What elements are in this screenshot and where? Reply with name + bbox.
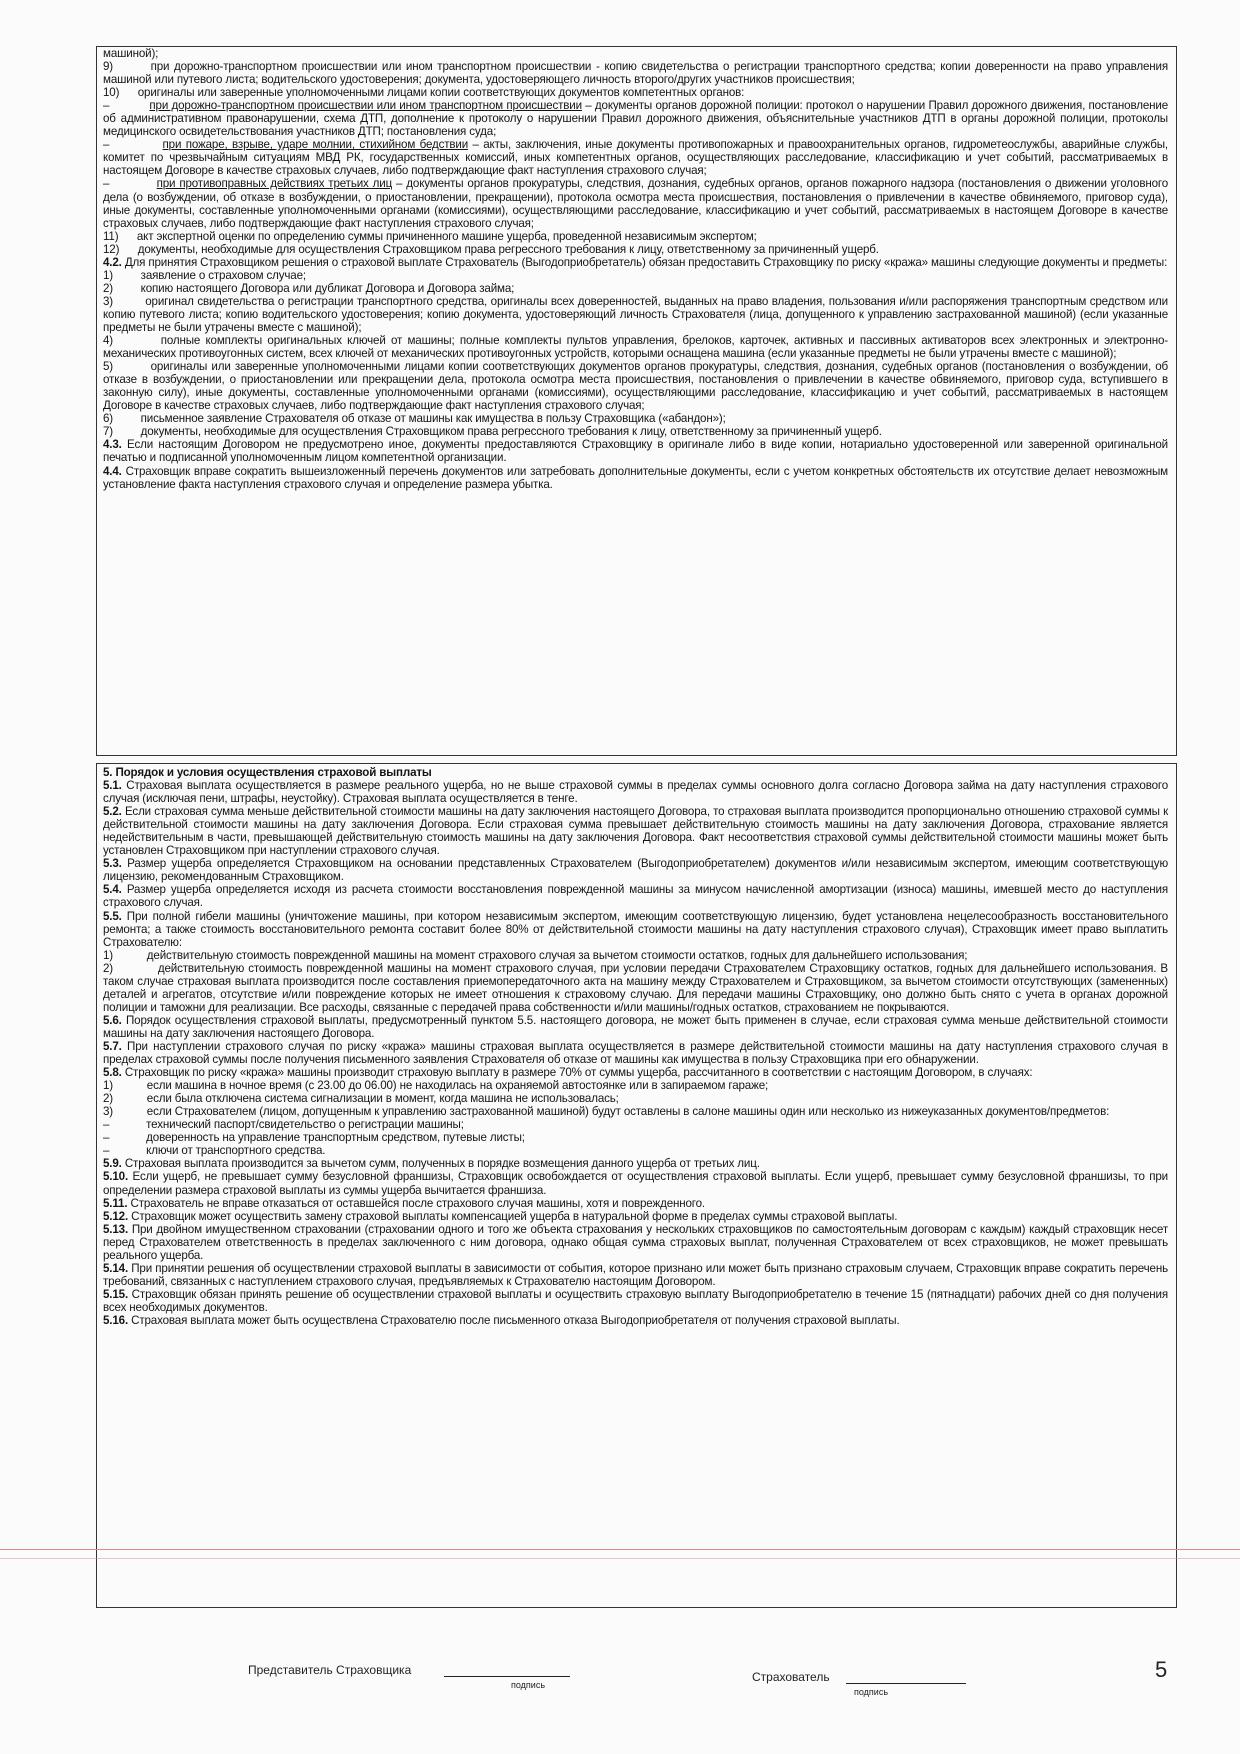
paragraph-text: – технический паспорт/свидетельство о регистрации машины; xyxy=(103,1118,464,1132)
paragraph-text: При принятии решения об осуществлении страховой выплаты в зависимости от события, которое признано или может быть признано страховым случаем, Страховщик вправе сократить перечень требований, связанных с наступлением страхового случая, предъявляемых к Страхователю настоящим Договором. xyxy=(103,1261,1168,1288)
paragraph xyxy=(103,1288,1168,1314)
clause-number: 5.11. xyxy=(103,1196,128,1210)
scan-line xyxy=(0,1558,1240,1559)
paragraph-text: 9) при дорожно-транспортном происшествии или ином транспортном происшествии - копию свидетельства о регистрации транспортного средства; копии доверенности на право управления машиной или путевого листа; водительского удостоверения; документа, удостоверяющего личность второго/других участников происшествия; xyxy=(103,60,1168,87)
paragraph-text: Страховая выплата производится за вычетом сумм, полученных в порядке возмещения данного ущерба от третьих лиц. xyxy=(121,1157,760,1171)
paragraph-text: Страховая выплата осуществляется в размере реального ущерба, но не выше страховой суммы в пределах суммы основного долга согласно Договора займа на дату наступления страхового случая (исключая пени, штрафы, неустойку). Страховая выплата осуществляется в тенге. xyxy=(103,779,1168,806)
clause-number: 5.1. xyxy=(103,779,122,793)
paragraph xyxy=(103,949,1168,962)
paragraph-text: Для принятия Страховщиком решения о страховой выплате Страхователь (Выгодоприобретатель) обязан предоставить Страховщику по риску «кража» машины следующие документы и предметы: xyxy=(121,255,1168,269)
paragraph xyxy=(103,857,1168,883)
paragraph-text: 2) если была отключена система сигнализации в момент, когда машина не использовалась; xyxy=(103,1092,619,1106)
insured-signature-caption: подпись xyxy=(854,1687,889,1697)
clause-number: 4.2. xyxy=(103,255,122,269)
clause-number: 4.3. xyxy=(103,438,122,452)
paragraph-text: Страховая выплата может быть осуществлена Страхователю после письменного отказа Выгодоприобретателя от получения страховой выплаты. xyxy=(128,1313,900,1327)
list-dash: – xyxy=(103,177,157,191)
paragraph xyxy=(103,438,1168,464)
list-dash: – xyxy=(103,138,163,152)
paragraph-text: Страховщик обязан принять решение об осуществлении страховой выплаты и осуществить страховую выплату Выгодоприобретателю в течение 15 (пятнадцати) рабочих дней со дня получения всех необходимых документов. xyxy=(103,1287,1168,1314)
paragraph-text: Если ущерб, не превышает сумму безусловной франшизы, Страховщик освобождается от осуществления страховой выплаты. Если ущерб, превышает сумму безусловной франшизы, то при определении размера страховой выплаты из суммы ущерба вычитается франшиза. xyxy=(103,1170,1168,1197)
clause-number: 5.15. xyxy=(103,1287,129,1301)
paragraph xyxy=(103,230,1168,243)
paragraph xyxy=(103,1262,1168,1288)
paragraph xyxy=(103,1157,1168,1170)
paragraph-text: При наступлении страхового случая по риску «кража» машины страховая выплата осуществляется в размере действительной стоимости машины на дату наступления страхового случая в пределах страховой суммы после получения письменного заявления Страхователя об отказе от машины как имущества в пользу Страховщика при его обнаружении. xyxy=(103,1039,1168,1067)
paragraph xyxy=(103,282,1168,295)
clause-number: 5.5. xyxy=(103,909,122,923)
underlined-heading: при пожаре, взрыве, ударе молнии, стихийном бедствии xyxy=(162,138,469,152)
paragraph xyxy=(103,779,1168,805)
insurer-rep-label: Представитель Страховщика xyxy=(248,1663,412,1677)
paragraph-text: Если страховая сумма меньше действительной стоимости машины на дату заключения настоящего Договора, то страховая выплата производится пропорционально отношению страховой суммы к действительной стоимости машины на дату заключения Договора. Если страховая сумма превышает действительную стоимость машины на дату заключения Договора, страхование является недействительным в части, превышающей действительную стоимость машины на дату заключения Договора. Факт несоответствия страховой суммы действительной стоимости машины может быть установлен Страховщиком при наступлении страхового случая. xyxy=(103,805,1168,858)
clause-number: 5.2. xyxy=(103,805,122,819)
paragraph-text: 2) действительную стоимость поврежденной машины на момент страхового случая, при условии передачи Страхователем Страховщику остатков, годных для дальнейшего использования. В таком случае страховая выплата производится после составления приемопередаточного акта на машину между Страхователем и Страховщиком, за вычетом стоимости отсутствующих (замененных) деталей и агрегатов, отсутствие и/или повреждение которых не имеет отношения к страховому случаю. Для передачи машины Страховщику, оно должно быть снято с учета в органах дорожной полиции и таможни для реализации. Все расходы, связанные с передачей права собственности и/или машины/годных остатков, страхованием не покрываются. xyxy=(103,961,1168,1014)
paragraph-text: 1) если машина в ночное время (с 23.00 до 06.00) не находилась на охраняемой автостоянке или в запираемом гараже; xyxy=(103,1079,769,1093)
paragraph xyxy=(103,1079,1168,1092)
paragraph-text: Страховщик по риску «кража» машины производит страховую выплату в размере 70% от суммы ущерба, рассчитанного в соответствии с настоящим Договором, в случаях: xyxy=(121,1066,1033,1080)
paragraph-text: – ключи от транспортного средства. xyxy=(103,1144,326,1158)
clause-number: 5.12. xyxy=(103,1209,129,1223)
clause-number: 5.6. xyxy=(103,1013,122,1027)
paragraph xyxy=(103,425,1168,438)
paragraph-text: 1) действительную стоимость поврежденной машины на момент страхового случая за вычетом стоимости остатков, годных для дальнейшего использования; xyxy=(103,948,968,962)
paragraph xyxy=(103,256,1168,269)
paragraph-text: 2) копию настоящего Договора или дубликат Договора и Договора займа; xyxy=(103,281,515,295)
paragraph xyxy=(103,1118,1168,1131)
paragraph xyxy=(103,805,1168,857)
insured-signature-line xyxy=(846,1665,966,1684)
paragraph xyxy=(103,360,1168,412)
paragraph-text: При двойном имущественном страховании (страховании одного и того же объекта страхования у нескольких страховщиков по самостоятельным договорам с каждым) каждый страховщик несет перед Страхователем ответственность в пределах заключенного с ним договора, однако общая сумма страховых выплат, полученная Страхователем от всех страховщиков, не может превышать реального ущерба. xyxy=(103,1222,1168,1262)
clause-number: 5.14. xyxy=(103,1261,129,1275)
paragraph xyxy=(103,1040,1168,1066)
paragraph-text: 11) акт экспертной оценки по определению суммы причиненного машине ущерба, проведенной независимым экспертом; xyxy=(103,229,757,243)
paragraph xyxy=(103,465,1168,491)
paragraph-text: 7) документы, необходимые для осуществления Страховщиком права регрессного требования к лицу, ответственному за причиненный ущерб. xyxy=(103,425,882,439)
insured-label: Страхователь xyxy=(752,1670,830,1684)
underlined-heading: при противоправных действиях третьих лиц xyxy=(156,177,393,191)
paragraph xyxy=(103,1105,1168,1118)
paragraph xyxy=(103,60,1168,86)
paragraph-text: машиной); xyxy=(103,47,159,60)
page-number: 5 xyxy=(1155,1657,1168,1682)
paragraph-text: Страховщик вправе сократить вышеизложенный перечень документов или затребовать дополнительные документы, если с учетом конкретных обстоятельств их отсутствие делает невозможным установление факта наступления страхового случая и определение размера убытка. xyxy=(103,464,1168,491)
scan-line xyxy=(0,1549,1240,1550)
paragraph-text: 5) оригиналы или заверенные уполномоченными лицами копии соответствующих документов органов прокуратуры, следствия, дознания, судебных органов (постановления о возбуждении, об отказе в возбуждении, о приостановлении или прекращении дела, протокола осмотра места происшествия, постановления о привлечении в качестве обвиняемого, приговор суда, вступившего в законную силу), иные документы, составленные уполномоченными органами (комиссиями), осуществляющими расследование, классификацию и учет событий, рассматриваемых в настоящем Договоре в качестве страховых случаев, либо подтверждающие факт наступления страхового случая; xyxy=(103,360,1168,413)
section-5-title: 5. Порядок и условия осуществления страховой выплаты xyxy=(103,766,432,779)
paragraph xyxy=(103,1066,1168,1079)
paragraph xyxy=(103,910,1168,949)
paragraph xyxy=(103,1092,1168,1105)
paragraph xyxy=(103,1014,1168,1040)
paragraph-text: 3) оригинал свидетельства о регистрации транспортного средства, оригиналы всех доверенностей, выданных на право владения, пользования и/или распоряжения транспортным средством или копию путевого листа; копию водительского удостоверения; копию документа, удостоверяющий личность Страхователя (лица, допущенного к управлению застрахованной машиной) (если указанные предметы не были утрачены вместе с машиной); xyxy=(103,294,1168,334)
paragraph-text: Размер ущерба определяется Страховщиком на основании представленных Страхователем (Выгодоприобретателем) документов и/или независимым экспертом, имеющим соответствующую лицензию, рекомендованным Страховщиком. xyxy=(103,857,1168,884)
paragraph xyxy=(103,138,1168,177)
paragraph-text: – документы органов прокуратуры, следствия, дознания, судебных органов, органов пожарного надзора (постановления о движении уголовного дела (о возбуждении, об отказе в возбуждении, о приостановлении, прекращении), протокола осмотра места происшествия, постановления о привлечении в качестве обвиняемого, приговор суда), иные документы, составленные уполномоченными органами (комиссиями), осуществляющими расследование, классификацию и учет событий, рассматриваемых в настоящем Договоре в качестве страховых случаев, либо подтверждающие факт наступления страхового случая; xyxy=(103,177,1169,230)
clause-number: 5.16. xyxy=(103,1313,129,1327)
paragraph xyxy=(103,86,1168,99)
paragraph xyxy=(103,883,1168,909)
clause-number: 5.8. xyxy=(103,1066,122,1080)
paragraph-text: – доверенность на управление транспортным средством, путевые листы; xyxy=(103,1131,525,1145)
paragraph-text: Размер ущерба определяется исходя из расчета стоимости восстановления поврежденной машины за минусом начисленной амортизации (износа) машины, имевшей место до наступления страхового случая. xyxy=(103,883,1168,910)
clause-number: 5.13. xyxy=(103,1222,129,1236)
paragraph-text: Если настоящим Договором не предусмотрено иное, документы предоставляются Страховщику в оригинале либо в виде копии, нотариально удостоверенной или заверенной оригинальной печатью и подписанной уполномоченным лицом компетентной организации. xyxy=(103,438,1168,465)
clause-number: 5.7. xyxy=(103,1039,122,1053)
section-5-payment-box xyxy=(96,763,1177,1608)
paragraph xyxy=(103,1131,1168,1144)
paragraph-text: 1) заявление о страховом случае; xyxy=(103,268,306,282)
clause-number: 5.3. xyxy=(103,857,122,871)
underlined-heading: при дорожно-транспортном происшествии или ином транспортном происшествии xyxy=(149,99,582,113)
paragraph xyxy=(103,47,1168,60)
clause-number: 4.4. xyxy=(103,464,122,478)
clause-number: 5.10. xyxy=(103,1170,129,1184)
paragraph xyxy=(103,295,1168,334)
clause-number: 5.9. xyxy=(103,1157,122,1171)
paragraph-text: 12) документы, необходимые для осуществления Страховщиком права регрессного требования к лицу, ответственному за причиненный ущерб. xyxy=(103,242,879,256)
paragraph xyxy=(103,269,1168,282)
paragraph-text: 6) письменное заявление Страхователя об отказе от машины как имущества в пользу Страховщика («абандон»); xyxy=(103,412,726,426)
paragraph-text: 10) оригиналы или заверенные уполномоченными лицами копии соответствующих документов компетентных органов: xyxy=(103,86,745,100)
paragraph xyxy=(103,412,1168,425)
paragraph-text: 4) полные комплекты оригинальных ключей от машины; полные комплекты пультов управления, брелоков, карточек, активных и пассивных активаторов всех электронных и электронно-механических противоугонных систем, всех ключей от механических противоугонных устройств, которыми оснащена машина (если указанные предметы не были утрачены вместе с машиной); xyxy=(103,334,1168,361)
paragraph xyxy=(103,1314,1168,1327)
paragraph xyxy=(103,1210,1168,1223)
section-4-documents-box xyxy=(96,46,1177,756)
insurer-signature-caption: подпись xyxy=(511,1680,546,1690)
paragraph-text: – акты, заключения, иные документы противопожарных и правоохранительных органов, гидрометеослужбы, аварийные службы, комитет по чрезвычайным ситуациям МВД РК, государственных комиссий, иных компетентных органов, осуществляющих расследование, классификацию и учет событий, рассматриваемых в настоящем Договоре в качестве страховых случаев, либо подтверждающие факт наступления страхового случая; xyxy=(103,138,1168,178)
clause-number: 5.4. xyxy=(103,883,122,897)
paragraph-text: 3) если Страхователем (лицом, допущенным к управлению застрахованной машиной) будут оставлены в салоне машины один или несколько из нижеуказанных документов/предметов: xyxy=(103,1105,1110,1119)
paragraph xyxy=(103,1197,1168,1210)
insurer-signature-line xyxy=(444,1658,570,1677)
paragraph xyxy=(103,243,1168,256)
paragraph xyxy=(103,177,1168,229)
paragraph xyxy=(103,1170,1168,1196)
paragraph-text: – документы органов дорожной полиции: протокол о нарушении Правил дорожного движения, постановление об административном правонарушении, схема ДТП, дополнение к протоколу о нарушении Правил дорожного движения, объяснительные участников ДТП в органы дорожной полиции, протоколы медицинского освидетельствования участников ДТП; постановления суда; xyxy=(103,99,1168,139)
list-dash: – xyxy=(103,99,150,113)
paragraph xyxy=(103,1144,1168,1157)
paragraph-text: Страховщик может осуществить замену страховой выплаты компенсацией ущерба в натуральной форме в пределах суммы страховой выплаты. xyxy=(128,1209,898,1223)
paragraph-text: Порядок осуществления страховой выплаты, предусмотренный пунктом 5.5. настоящего договора, не может быть применен в случае, если страховая сумма меньше действительной стоимости машины на дату заключения настоящего Договора. xyxy=(103,1013,1168,1040)
paragraph xyxy=(103,334,1168,360)
paragraph xyxy=(103,1223,1168,1262)
paragraph xyxy=(103,99,1168,138)
paragraph xyxy=(103,962,1168,1014)
paragraph-text: Страхователь не вправе отказаться от оставшейся после страхового случая машины, хотя и поврежденного. xyxy=(127,1196,705,1210)
paragraph-text: При полной гибели машины (уничтожение машины, при котором независимым экспертом, имеющим соответствующую лицензию, будет установлена нецелесообразность восстановительного ремонта; а также стоимость восстановительного ремонта составит более 80% от действительной стоимости машины на дату наступления страхового случая), Страховщик имеет право выплатить Страхователю: xyxy=(103,909,1168,949)
